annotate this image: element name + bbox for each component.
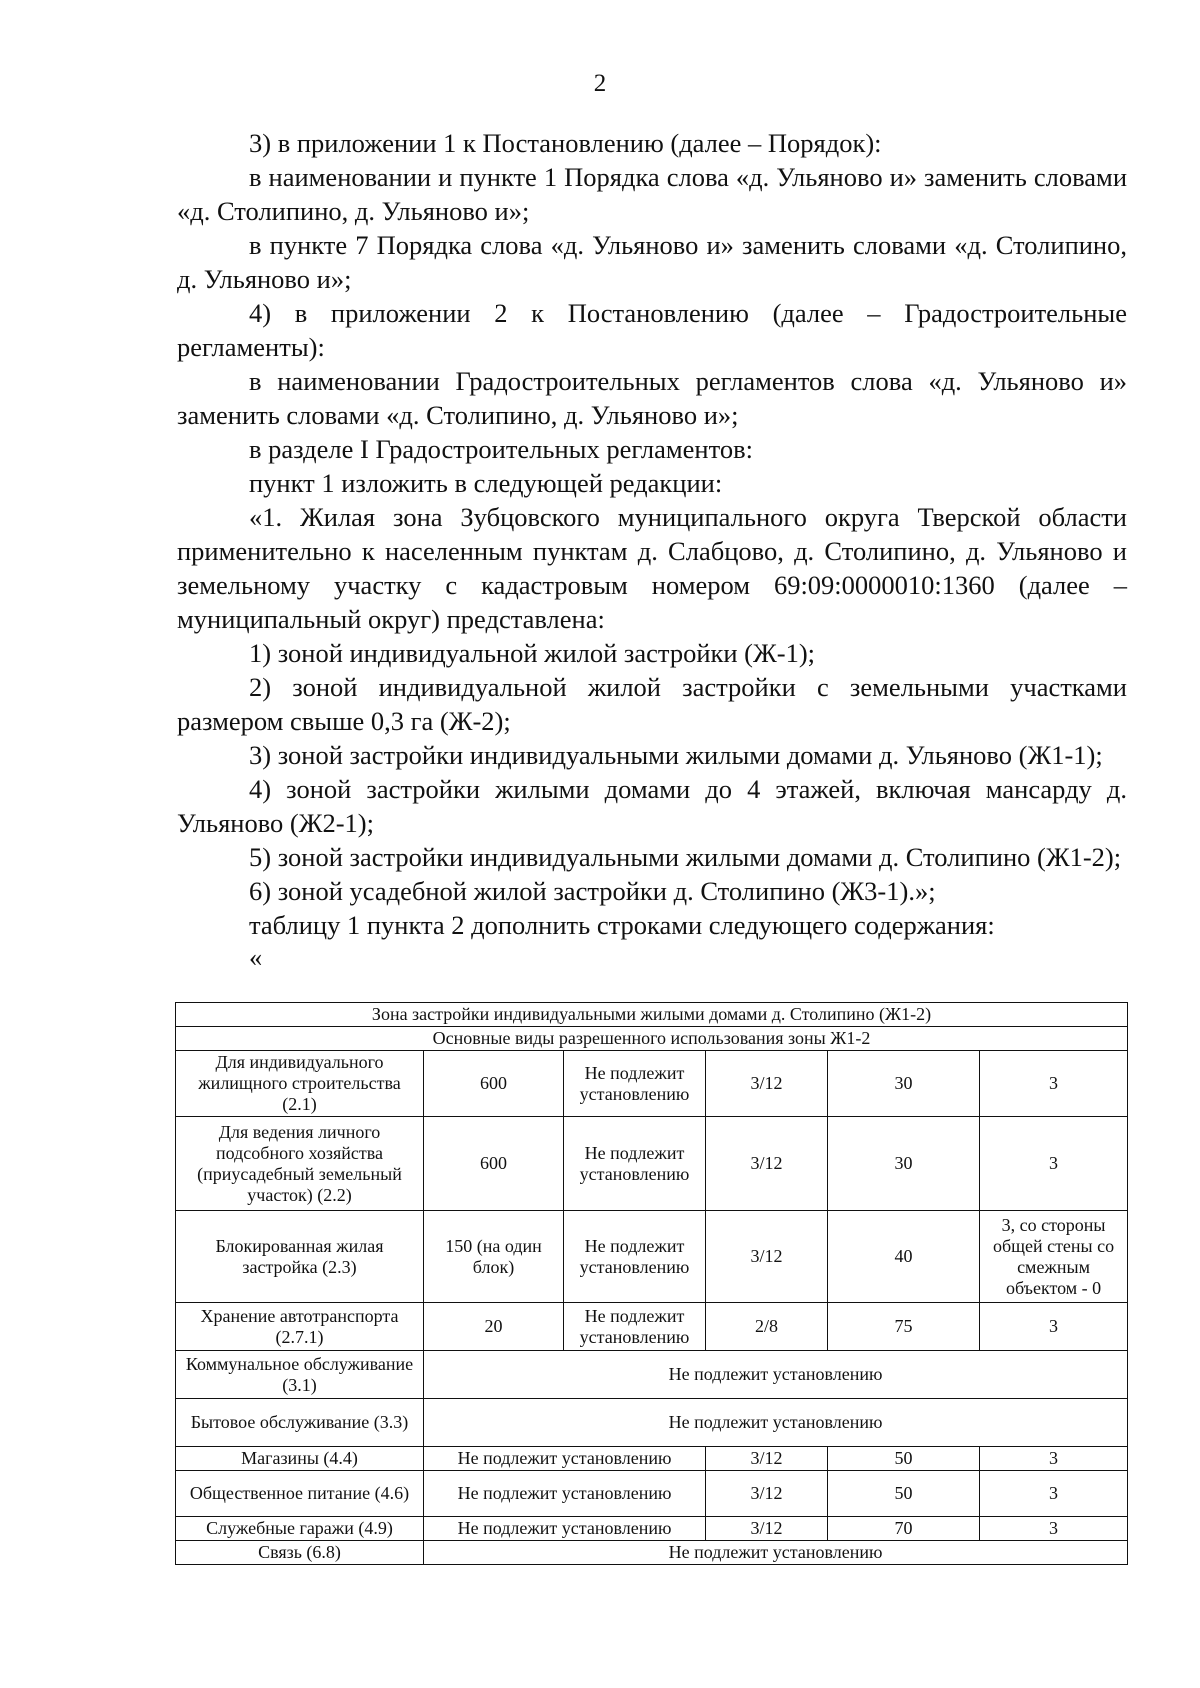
- table-cell: Не подлежит установлению: [564, 1211, 706, 1303]
- paragraph: 2) зоной индивидуальной жилой застройки с земельными участками размером свыше 0,3 га (Ж-2);: [177, 672, 1127, 736]
- table-cell: Не подлежит установлению: [564, 1117, 706, 1211]
- paragraph: в пункте 7 Порядка слова «д. Ульяново и» заменить словами «д. Столипино, д. Ульяново и»;: [177, 230, 1127, 294]
- table-cell: Для индивидуального жилищного строительства (2.1): [176, 1051, 424, 1117]
- paragraph: 5) зоной застройки индивидуальными жилыми домами д. Столипино (Ж1-2);: [249, 842, 1122, 872]
- table-cell: 50: [828, 1471, 980, 1517]
- table-cell: Не подлежит установлению: [424, 1447, 706, 1471]
- paragraph: в разделе I Градостроительных регламентов:: [249, 434, 753, 464]
- paragraph: 4) зоной застройки жилыми домами до 4 этажей, включая мансарду д. Ульяново (Ж2-1);: [177, 774, 1127, 838]
- table-title-row: [176, 1003, 1128, 1027]
- paragraph: 4) в приложении 2 к Постановлению (далее – Градостроительные регламенты):: [177, 298, 1127, 362]
- table-cell: Хранение автотранспорта (2.7.1): [176, 1303, 424, 1351]
- table-row: [176, 1211, 1128, 1303]
- table-cell: 3/12: [706, 1117, 828, 1211]
- table-row: [176, 1471, 1128, 1517]
- table-cell: 3/12: [706, 1517, 828, 1541]
- paragraph: в наименовании и пункте 1 Порядка слова «д. Ульяново и» заменить словами «д. Столипино, д. Ульяново и»;: [177, 162, 1127, 226]
- table-section-row: [176, 1027, 1128, 1051]
- table-cell: Не подлежит установлению: [564, 1051, 706, 1117]
- paragraph: в наименовании Градостроительных регламентов слова «д. Ульяново и» заменить словами «д. Столипино, д. Ульяново и»;: [177, 366, 1127, 430]
- table-cell: 3/12: [706, 1051, 828, 1117]
- paragraph: 1) зоной индивидуальной жилой застройки (Ж-1);: [249, 638, 816, 668]
- table-row: [176, 1117, 1128, 1211]
- table-cell: 2/8: [706, 1303, 828, 1351]
- table-cell: 600: [424, 1051, 564, 1117]
- table-cell: 70: [828, 1517, 980, 1541]
- table-cell: Не подлежит установлению: [424, 1351, 1128, 1399]
- table-cell: Не подлежит установлению: [564, 1303, 706, 1351]
- quote-open-mark: «: [249, 942, 263, 972]
- table-cell: 3: [980, 1303, 1128, 1351]
- table-cell: Не подлежит установлению: [424, 1471, 706, 1517]
- table-cell: Не подлежит установлению: [424, 1541, 1128, 1565]
- table-row: [176, 1541, 1128, 1565]
- paragraph: «1. Жилая зона Зубцовского муниципального округа Тверской области применительно к населенным пунктам д. Слабцово, д. Столипино, д. Ульяново и земельному участку с кадастровым номером 69:09:0000010:1360 (далее – муниципальный округ) представлена:: [177, 502, 1127, 634]
- table-row: [176, 1351, 1128, 1399]
- table-cell: Магазины (4.4): [176, 1447, 424, 1471]
- table-cell: 75: [828, 1303, 980, 1351]
- table-cell: 30: [828, 1051, 980, 1117]
- table-cell: 3/12: [706, 1471, 828, 1517]
- section-title-cell: Основные виды разрешенного использования зоны Ж1-2: [176, 1027, 1128, 1051]
- table-cell: Связь (6.8): [176, 1541, 424, 1565]
- table-cell: 30: [828, 1117, 980, 1211]
- table-row: [176, 1303, 1128, 1351]
- zone-title-cell: Зона застройки индивидуальными жилыми домами д. Столипино (Ж1-2): [176, 1003, 1128, 1027]
- table-row: [176, 1399, 1128, 1447]
- table-cell: Не подлежит установлению: [424, 1517, 706, 1541]
- table-cell: 3: [980, 1447, 1128, 1471]
- table-cell: Для ведения личного подсобного хозяйства (приусадебный земельный участок) (2.2): [176, 1117, 424, 1211]
- table-cell: 3, со стороны общей стены со смежным объектом - 0: [980, 1211, 1128, 1303]
- table-cell: 150 (на один блок): [424, 1211, 564, 1303]
- table-cell: Не подлежит установлению: [424, 1399, 1128, 1447]
- table-cell: 20: [424, 1303, 564, 1351]
- table-cell: 3: [980, 1517, 1128, 1541]
- table-cell: 3/12: [706, 1211, 828, 1303]
- table-cell: Бытовое обслуживание (3.3): [176, 1399, 424, 1447]
- table-cell: Общественное питание (4.6): [176, 1471, 424, 1517]
- table-cell: Коммунальное обслуживание (3.1): [176, 1351, 424, 1399]
- page-number: 2: [593, 70, 607, 97]
- paragraph: таблицу 1 пункта 2 дополнить строками следующего содержания:: [249, 910, 995, 940]
- table-cell: 3/12: [706, 1447, 828, 1471]
- paragraph: 3) зоной застройки индивидуальными жилыми домами д. Ульяново (Ж1-1);: [249, 740, 1103, 770]
- table-row: [176, 1051, 1128, 1117]
- table-cell: 3: [980, 1117, 1128, 1211]
- table-cell: 600: [424, 1117, 564, 1211]
- table-cell: 3: [980, 1471, 1128, 1517]
- paragraph: 3) в приложении 1 к Постановлению (далее – Порядок):: [249, 128, 882, 158]
- body-text: [177, 126, 1127, 972]
- paragraph: 6) зоной усадебной жилой застройки д. Столипино (Ж3-1).»;: [249, 876, 936, 906]
- table-cell: 3: [980, 1051, 1128, 1117]
- zone-regulation-table: [175, 1002, 1128, 1565]
- table-cell: Блокированная жилая застройка (2.3): [176, 1211, 424, 1303]
- table-row: [176, 1517, 1128, 1541]
- paragraph: пункт 1 изложить в следующей редакции:: [249, 468, 723, 498]
- table-cell: Служебные гаражи (4.9): [176, 1517, 424, 1541]
- table-row: [176, 1447, 1128, 1471]
- table-cell: 50: [828, 1447, 980, 1471]
- table-cell: 40: [828, 1211, 980, 1303]
